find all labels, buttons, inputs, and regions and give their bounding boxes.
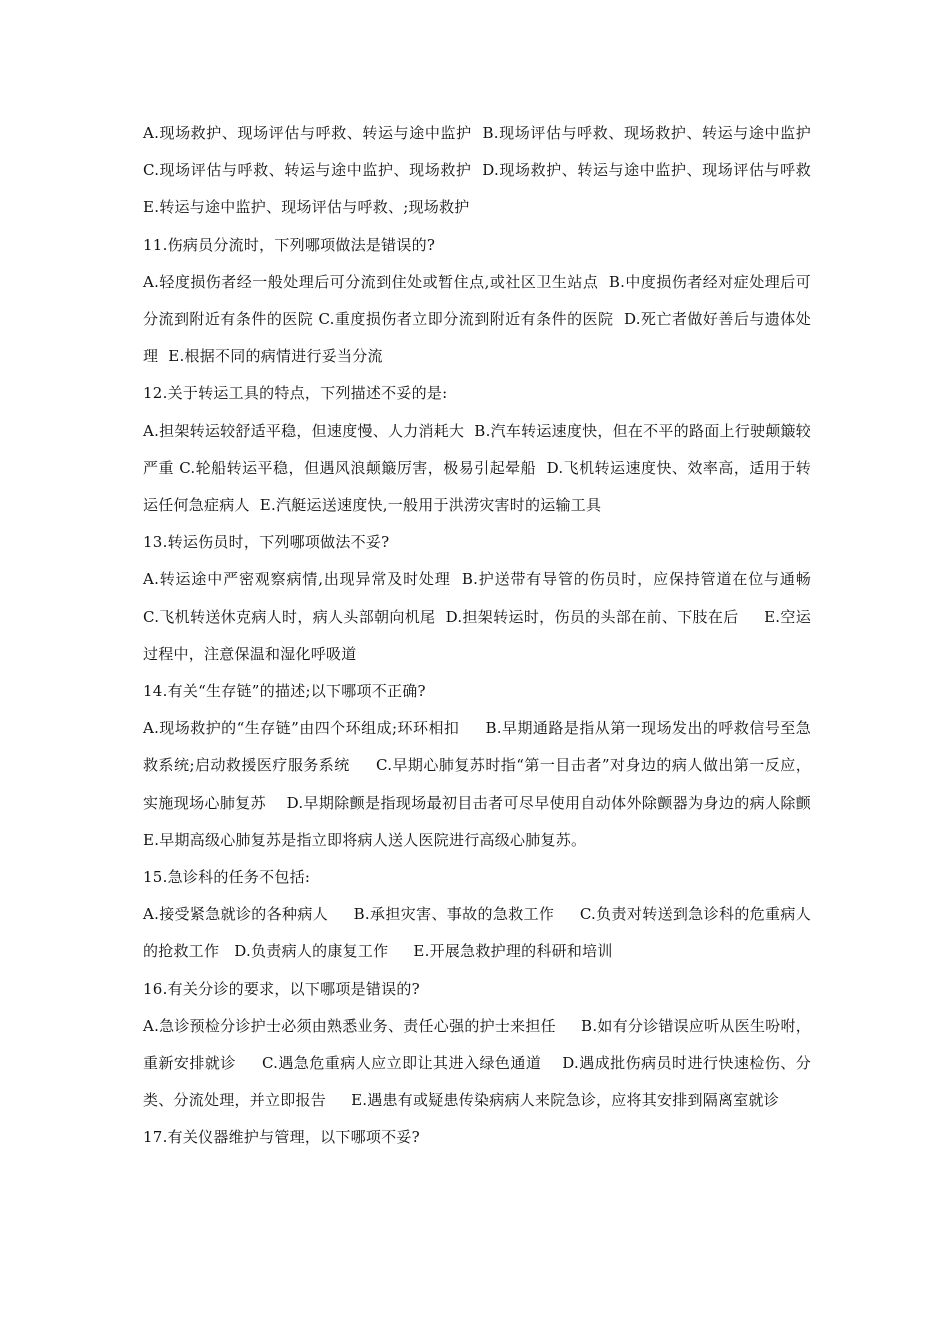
document-page [143,115,822,1157]
question-16: 16.有关分诊的要求，以下哪项是错误的? [143,979,420,998]
question-14: 14.有关“生存链”的描述;以下哪项不正确? [143,682,426,701]
question-17: 17.有关仪器维护与管理，以下哪项不妥? [143,1128,420,1147]
question-12: 12.关于转运工具的特点，下列描述不妥的是: [143,384,448,403]
answer-options-q14: A.现场救护的“生存链”由四个环组成;环环相扣 B.早期通路是指从第一现场发出的呼救信号至急救系统;启动救援医疗服务系统 C.早期心肺复苏时指“第一目击者”对身边的病人做出第一反应，实施现场心肺复苏 D.早期除颤是指现场最初目击者可尽早使用自动体外除颤器为身边的病人除颤 E.早期高级心肺复苏是指立即将病人送人医院进行高级心肺复苏。 [143,719,822,849]
answer-options-q16: A.急诊预检分诊护士必须由熟悉业务、责任心强的护士来担任 B.如有分诊错误应听从医生吩咐，重新安排就诊 C.遇急危重病人应立即让其进入绿色通道 D.遇成批伤病员时进行快速检伤、分类、分流处理，并立即报告 E.遇患有或疑患传染病病人来院急诊，应将其安排到隔离室就诊 [143,1016,811,1110]
question-15: 15.急诊科的任务不包括: [143,868,311,887]
question-11: 11.伤病员分流时，下列哪项做法是错误的? [143,235,436,254]
answer-options-q10: A.现场救护、现场评估与呼救、转运与途中监护 B.现场评估与呼救、现场救护、转运与途中监护 C.现场评估与呼救、转运与途中监护、现场救护 D.现场救护、转运与途中监护、现场评估与呼救 E.转运与途中监护、现场评估与呼救、;现场救护 [143,124,822,217]
answer-options-q15: A.接受紧急就诊的各种病人 B.承担灾害、事故的急救工作 C.负责对转送到急诊科的危重病人的抢救工作 D.负责病人的康复工作 E.开展急救护理的科研和培训 [143,905,811,961]
answer-options-q13: A.转运途中严密观察病情,出现异常及时处理 B.护送带有导管的伤员时，应保持管道在位与通畅 C.飞机转送休克病人时，病人头部朝向机尾 D.担架转运时，伤员的头部在前、下肢在后 E.空运过程中，注意保温和湿化呼吸道 [143,570,822,663]
answer-options-q12: A.担架转运较舒适平稳，但速度慢、人力消耗大 B.汽车转运速度快，但在不平的路面上行驶颠簸较严重 C.轮船转运平稳，但遇风浪颠簸厉害，极易引起晕船 D.飞机转运速度快、效率高，适用于转运任何急症病人 E.汽艇运送速度快,一般用于洪涝灾害时的运输工具 [143,421,811,515]
answer-options-q11: A.轻度损伤者经一般处理后可分流到住处或暂住点,或社区卫生站点 B.中度损伤者经对症处理后可分流到附近有条件的医院 C.重度损伤者立即分流到附近有条件的医院 D.死亡者做好善后与遗体处理 E.根据不同的病情进行妥当分流 [143,272,811,366]
question-13: 13.转运伤员时，下列哪项做法不妥? [143,533,390,552]
